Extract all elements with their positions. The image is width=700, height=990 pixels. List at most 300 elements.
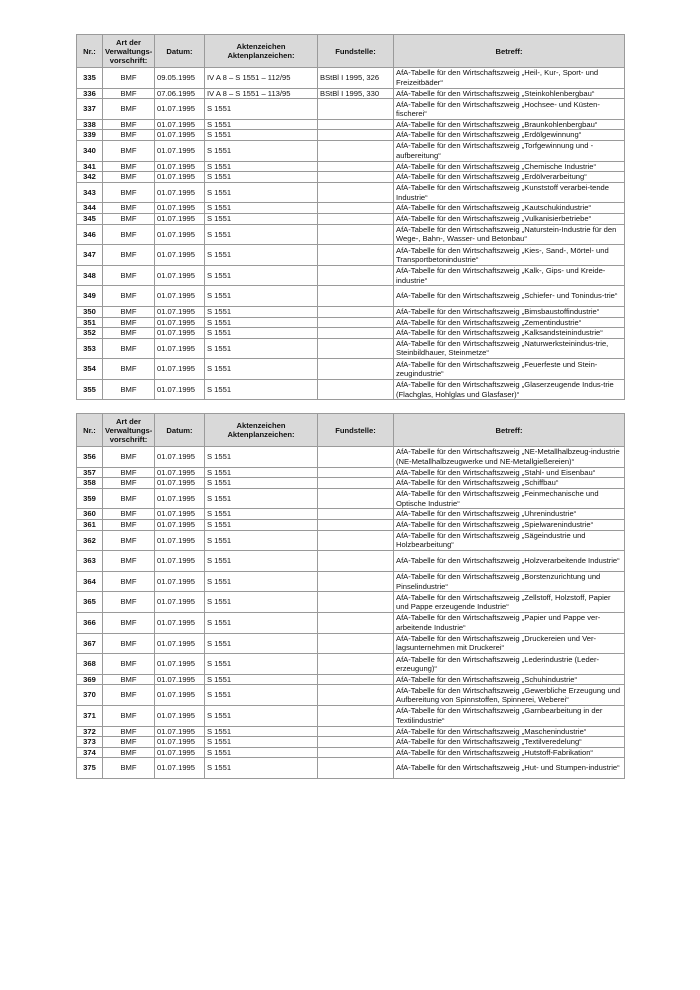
cell-datum: 01.07.1995: [155, 245, 205, 266]
column-header-art: Art der Verwaltungs-vorschrift:: [103, 35, 155, 68]
cell-akten: S 1551: [205, 633, 318, 654]
cell-datum: 01.07.1995: [155, 726, 205, 737]
cell-nr: 362: [77, 530, 103, 551]
cell-fund: [318, 551, 394, 572]
cell-art: BMF: [103, 633, 155, 654]
cell-datum: 01.07.1995: [155, 509, 205, 520]
column-header-art: Art der Verwaltungs-vorschrift:: [103, 414, 155, 447]
cell-akten: S 1551: [205, 654, 318, 675]
table-row: [77, 758, 625, 779]
cell-art: BMF: [103, 140, 155, 161]
cell-nr: 363: [77, 551, 103, 572]
cell-fund: [318, 317, 394, 328]
cell-nr: 365: [77, 592, 103, 613]
cell-datum: 01.07.1995: [155, 99, 205, 120]
table-row: [77, 306, 625, 317]
table-row: [77, 592, 625, 613]
cell-betreff: AfA-Tabelle für den Wirtschaftszweig „Naturwerksteinindus-trie, Steinbildhauer, Steinmetze“: [394, 338, 625, 359]
cell-nr: 346: [77, 224, 103, 245]
cell-fund: [318, 467, 394, 478]
cell-datum: 01.07.1995: [155, 161, 205, 172]
cell-betreff: AfA-Tabelle für den Wirtschaftszweig „Kalk-, Gips- und Kreide-industrie“: [394, 265, 625, 286]
cell-fund: [318, 172, 394, 183]
cell-betreff: AfA-Tabelle für den Wirtschaftszweig „Naturstein-Industrie für den Wege-, Bahn-, Wasser- und Betonbau“: [394, 224, 625, 245]
table-row: [77, 726, 625, 737]
cell-betreff: AfA-Tabelle für den Wirtschaftszweig „Garnbearbeitung in der Textilindustrie“: [394, 705, 625, 726]
cell-art: BMF: [103, 119, 155, 130]
cell-art: BMF: [103, 203, 155, 214]
cell-nr: 354: [77, 359, 103, 380]
cell-fund: [318, 530, 394, 551]
table-row: [77, 478, 625, 489]
cell-art: BMF: [103, 685, 155, 706]
cell-nr: 342: [77, 172, 103, 183]
table-row: [77, 509, 625, 520]
cell-nr: 343: [77, 182, 103, 203]
cell-datum: 01.07.1995: [155, 338, 205, 359]
cell-akten: S 1551: [205, 99, 318, 120]
cell-akten: S 1551: [205, 509, 318, 520]
cell-nr: 369: [77, 674, 103, 685]
cell-fund: [318, 130, 394, 141]
table-row: [77, 571, 625, 592]
cell-akten: S 1551: [205, 161, 318, 172]
cell-fund: BStBl I 1995, 326: [318, 68, 394, 89]
table-row: [77, 359, 625, 380]
cell-fund: [318, 519, 394, 530]
cell-akten: S 1551: [205, 130, 318, 141]
cell-datum: 01.07.1995: [155, 328, 205, 339]
column-header-fund: Fundstelle:: [318, 35, 394, 68]
table-row: [77, 338, 625, 359]
table-row: [77, 379, 625, 400]
cell-datum: 09.05.1995: [155, 68, 205, 89]
cell-datum: 01.07.1995: [155, 758, 205, 779]
table-row: [77, 447, 625, 468]
cell-art: BMF: [103, 88, 155, 99]
table-row: [77, 119, 625, 130]
cell-akten: S 1551: [205, 328, 318, 339]
cell-akten: S 1551: [205, 519, 318, 530]
cell-fund: [318, 338, 394, 359]
cell-nr: 373: [77, 737, 103, 748]
table-row: [77, 705, 625, 726]
cell-datum: 01.07.1995: [155, 119, 205, 130]
cell-art: BMF: [103, 467, 155, 478]
cell-nr: 345: [77, 213, 103, 224]
cell-datum: 01.07.1995: [155, 747, 205, 758]
cell-betreff: AfA-Tabelle für den Wirtschaftszweig „Druckereien und Ver-lagsunternehmen mit Druckerei“: [394, 633, 625, 654]
cell-akten: S 1551: [205, 758, 318, 779]
cell-fund: [318, 224, 394, 245]
cell-betreff: AfA-Tabelle für den Wirtschaftszweig „Vulkanisierbetriebe“: [394, 213, 625, 224]
cell-fund: [318, 633, 394, 654]
table-row: [77, 654, 625, 675]
cell-fund: [318, 509, 394, 520]
table-row: [77, 612, 625, 633]
cell-akten: S 1551: [205, 306, 318, 317]
cell-betreff: AfA-Tabelle für den Wirtschaftszweig „Papier und Pappe ver-arbeitende Industrie“: [394, 612, 625, 633]
table-row: [77, 747, 625, 758]
cell-fund: [318, 705, 394, 726]
regulation-table-2: [76, 413, 625, 779]
cell-betreff: AfA-Tabelle für den Wirtschaftszweig „Borstenzurichtung und Pinselindustrie“: [394, 571, 625, 592]
cell-akten: S 1551: [205, 265, 318, 286]
cell-akten: S 1551: [205, 317, 318, 328]
table-row: [77, 737, 625, 748]
table-row: [77, 685, 625, 706]
cell-betreff: AfA-Tabelle für den Wirtschaftszweig „Chemische Industrie“: [394, 161, 625, 172]
cell-fund: [318, 478, 394, 489]
cell-fund: [318, 747, 394, 758]
table-row: [77, 213, 625, 224]
cell-akten: S 1551: [205, 338, 318, 359]
cell-datum: 01.07.1995: [155, 685, 205, 706]
cell-betreff: AfA-Tabelle für den Wirtschaftszweig „Braunkohlenbergbau“: [394, 119, 625, 130]
cell-betreff: AfA-Tabelle für den Wirtschaftszweig „Zementindustrie“: [394, 317, 625, 328]
cell-akten: S 1551: [205, 530, 318, 551]
cell-datum: 01.07.1995: [155, 359, 205, 380]
cell-akten: S 1551: [205, 571, 318, 592]
cell-art: BMF: [103, 182, 155, 203]
cell-art: BMF: [103, 519, 155, 530]
table-row: [77, 203, 625, 214]
cell-datum: 01.07.1995: [155, 467, 205, 478]
cell-datum: 01.07.1995: [155, 592, 205, 613]
cell-art: BMF: [103, 317, 155, 328]
cell-akten: IV A 8 – S 1551 – 113/95: [205, 88, 318, 99]
cell-datum: 01.07.1995: [155, 182, 205, 203]
cell-art: BMF: [103, 224, 155, 245]
cell-art: BMF: [103, 478, 155, 489]
cell-betreff: AfA-Tabelle für den Wirtschaftszweig „Textilveredelung“: [394, 737, 625, 748]
table-row: [77, 488, 625, 509]
cell-betreff: AfA-Tabelle für den Wirtschaftszweig „Maschenindustrie“: [394, 726, 625, 737]
cell-betreff: AfA-Tabelle für den Wirtschaftszweig „Bimsbaustoffindustrie“: [394, 306, 625, 317]
column-header-fund: Fundstelle:: [318, 414, 394, 447]
cell-betreff: AfA-Tabelle für den Wirtschaftszweig „Zellstoff, Holzstoff, Papier und Pappe erzeugende Industrie“: [394, 592, 625, 613]
cell-betreff: AfA-Tabelle für den Wirtschaftszweig „Kautschukindustrie“: [394, 203, 625, 214]
cell-art: BMF: [103, 130, 155, 141]
table-row: [77, 530, 625, 551]
cell-datum: 01.07.1995: [155, 286, 205, 307]
cell-fund: [318, 213, 394, 224]
table-row: [77, 224, 625, 245]
cell-fund: [318, 245, 394, 266]
header-row: [77, 414, 625, 447]
cell-datum: 01.07.1995: [155, 737, 205, 748]
cell-nr: 374: [77, 747, 103, 758]
column-header-datum: Datum:: [155, 35, 205, 68]
cell-akten: S 1551: [205, 685, 318, 706]
cell-fund: [318, 726, 394, 737]
cell-betreff: AfA-Tabelle für den Wirtschaftszweig „Hut- und Stumpen-industrie“: [394, 758, 625, 779]
cell-nr: 347: [77, 245, 103, 266]
cell-nr: 350: [77, 306, 103, 317]
cell-nr: 339: [77, 130, 103, 141]
cell-akten: S 1551: [205, 213, 318, 224]
cell-nr: 341: [77, 161, 103, 172]
cell-nr: 364: [77, 571, 103, 592]
cell-akten: S 1551: [205, 224, 318, 245]
cell-datum: 01.07.1995: [155, 705, 205, 726]
cell-betreff: AfA-Tabelle für den Wirtschaftszweig „Feuerfeste und Stein-zeugindustrie“: [394, 359, 625, 380]
cell-datum: 01.07.1995: [155, 317, 205, 328]
cell-fund: [318, 265, 394, 286]
cell-betreff: AfA-Tabelle für den Wirtschaftszweig „Kies-, Sand-, Mörtel- und Transportbetonindustrie“: [394, 245, 625, 266]
cell-fund: [318, 161, 394, 172]
cell-nr: 335: [77, 68, 103, 89]
cell-akten: IV A 8 – S 1551 – 112/95: [205, 68, 318, 89]
cell-art: BMF: [103, 265, 155, 286]
cell-akten: S 1551: [205, 182, 318, 203]
cell-art: BMF: [103, 612, 155, 633]
cell-akten: S 1551: [205, 447, 318, 468]
table-row: [77, 99, 625, 120]
cell-nr: 371: [77, 705, 103, 726]
cell-art: BMF: [103, 747, 155, 758]
cell-betreff: AfA-Tabelle für den Wirtschaftszweig „Heil-, Kur-, Sport- und Freizeitbäder“: [394, 68, 625, 89]
cell-betreff: AfA-Tabelle für den Wirtschaftszweig „Holzverarbeitende Industrie“: [394, 551, 625, 572]
cell-betreff: AfA-Tabelle für den Wirtschaftszweig „Hochsee- und Küsten-fischerei“: [394, 99, 625, 120]
cell-akten: S 1551: [205, 551, 318, 572]
table-row: [77, 182, 625, 203]
cell-betreff: AfA-Tabelle für den Wirtschaftszweig „Feinmechanische und Optische Industrie“: [394, 488, 625, 509]
column-header-betreff: Betreff:: [394, 35, 625, 68]
cell-akten: S 1551: [205, 737, 318, 748]
cell-akten: S 1551: [205, 245, 318, 266]
cell-akten: S 1551: [205, 119, 318, 130]
cell-nr: 370: [77, 685, 103, 706]
cell-art: BMF: [103, 571, 155, 592]
table-row: [77, 317, 625, 328]
cell-datum: 01.07.1995: [155, 213, 205, 224]
cell-fund: [318, 286, 394, 307]
cell-betreff: AfA-Tabelle für den Wirtschaftszweig „Erdölgewinnung“: [394, 130, 625, 141]
cell-akten: S 1551: [205, 359, 318, 380]
cell-art: BMF: [103, 68, 155, 89]
cell-betreff: AfA-Tabelle für den Wirtschaftszweig „Stahl- und Eisenbau“: [394, 467, 625, 478]
table-row: [77, 161, 625, 172]
cell-art: BMF: [103, 509, 155, 520]
cell-akten: S 1551: [205, 488, 318, 509]
column-header-nr: Nr.:: [77, 35, 103, 68]
cell-akten: S 1551: [205, 286, 318, 307]
cell-fund: [318, 447, 394, 468]
table-row: [77, 68, 625, 89]
cell-akten: S 1551: [205, 379, 318, 400]
cell-nr: 356: [77, 447, 103, 468]
cell-datum: 01.07.1995: [155, 224, 205, 245]
cell-nr: 367: [77, 633, 103, 654]
cell-akten: S 1551: [205, 478, 318, 489]
cell-datum: 01.07.1995: [155, 519, 205, 530]
cell-nr: 366: [77, 612, 103, 633]
cell-datum: 07.06.1995: [155, 88, 205, 99]
cell-art: BMF: [103, 737, 155, 748]
cell-akten: S 1551: [205, 674, 318, 685]
cell-datum: 01.07.1995: [155, 379, 205, 400]
cell-betreff: AfA-Tabelle für den Wirtschaftszweig „Steinkohlenbergbau“: [394, 88, 625, 99]
cell-datum: 01.07.1995: [155, 654, 205, 675]
cell-datum: 01.07.1995: [155, 130, 205, 141]
table-row: [77, 467, 625, 478]
table-row: [77, 88, 625, 99]
cell-fund: [318, 685, 394, 706]
cell-art: BMF: [103, 172, 155, 183]
cell-datum: 01.07.1995: [155, 530, 205, 551]
cell-nr: 349: [77, 286, 103, 307]
cell-betreff: AfA-Tabelle für den Wirtschaftszweig „Hutstoff-Fabrikation“: [394, 747, 625, 758]
table-row: [77, 551, 625, 572]
cell-fund: [318, 203, 394, 214]
cell-fund: [318, 612, 394, 633]
cell-art: BMF: [103, 530, 155, 551]
cell-betreff: AfA-Tabelle für den Wirtschaftszweig „Sägeindustrie und Holzbearbeitung“: [394, 530, 625, 551]
cell-datum: 01.07.1995: [155, 612, 205, 633]
column-header-akten: Aktenzeichen Aktenplanzeichen:: [205, 35, 318, 68]
table-row: [77, 265, 625, 286]
cell-fund: [318, 119, 394, 130]
table-row: [77, 245, 625, 266]
cell-art: BMF: [103, 286, 155, 307]
cell-art: BMF: [103, 338, 155, 359]
cell-datum: 01.07.1995: [155, 674, 205, 685]
cell-betreff: AfA-Tabelle für den Wirtschaftszweig „Spielwarenindustrie“: [394, 519, 625, 530]
cell-datum: 01.07.1995: [155, 172, 205, 183]
cell-art: BMF: [103, 674, 155, 685]
cell-art: BMF: [103, 245, 155, 266]
cell-akten: S 1551: [205, 172, 318, 183]
cell-datum: 01.07.1995: [155, 488, 205, 509]
cell-akten: S 1551: [205, 467, 318, 478]
table-row: [77, 633, 625, 654]
cell-nr: 375: [77, 758, 103, 779]
cell-nr: 360: [77, 509, 103, 520]
cell-betreff: AfA-Tabelle für den Wirtschaftszweig „Schiffbau“: [394, 478, 625, 489]
cell-nr: 337: [77, 99, 103, 120]
cell-datum: 01.07.1995: [155, 447, 205, 468]
cell-betreff: AfA-Tabelle für den Wirtschaftszweig „NE-Metallhalbzeug-industrie (NE-Metallhalbzeugwerke und NE-Metallgießereien)“: [394, 447, 625, 468]
cell-datum: 01.07.1995: [155, 571, 205, 592]
column-header-nr: Nr.:: [77, 414, 103, 447]
cell-datum: 01.07.1995: [155, 203, 205, 214]
cell-art: BMF: [103, 447, 155, 468]
cell-nr: 336: [77, 88, 103, 99]
cell-nr: 351: [77, 317, 103, 328]
cell-akten: S 1551: [205, 203, 318, 214]
cell-art: BMF: [103, 306, 155, 317]
cell-fund: [318, 654, 394, 675]
cell-nr: 355: [77, 379, 103, 400]
cell-fund: [318, 379, 394, 400]
cell-fund: [318, 674, 394, 685]
table-row: [77, 674, 625, 685]
cell-betreff: AfA-Tabelle für den Wirtschaftszweig „Uhrenindustrie“: [394, 509, 625, 520]
cell-art: BMF: [103, 592, 155, 613]
cell-akten: S 1551: [205, 592, 318, 613]
cell-akten: S 1551: [205, 747, 318, 758]
cell-betreff: AfA-Tabelle für den Wirtschaftszweig „Erdölverarbeitung“: [394, 172, 625, 183]
cell-art: BMF: [103, 705, 155, 726]
cell-nr: 372: [77, 726, 103, 737]
cell-betreff: AfA-Tabelle für den Wirtschaftszweig „Gewerbliche Erzeugung und Aufbereitung von Spinnstoffen, Spinnerei, Weberei“: [394, 685, 625, 706]
cell-nr: 368: [77, 654, 103, 675]
table-row: [77, 519, 625, 530]
cell-akten: S 1551: [205, 705, 318, 726]
table-row: [77, 286, 625, 307]
cell-nr: 338: [77, 119, 103, 130]
cell-datum: 01.07.1995: [155, 265, 205, 286]
cell-fund: [318, 306, 394, 317]
cell-art: BMF: [103, 328, 155, 339]
cell-fund: [318, 359, 394, 380]
cell-nr: 358: [77, 478, 103, 489]
cell-akten: S 1551: [205, 612, 318, 633]
cell-art: BMF: [103, 488, 155, 509]
cell-betreff: AfA-Tabelle für den Wirtschaftszweig „Schuhindustrie“: [394, 674, 625, 685]
cell-nr: 340: [77, 140, 103, 161]
cell-datum: 01.07.1995: [155, 478, 205, 489]
cell-fund: [318, 99, 394, 120]
cell-datum: 01.07.1995: [155, 633, 205, 654]
cell-datum: 01.07.1995: [155, 306, 205, 317]
cell-nr: 352: [77, 328, 103, 339]
cell-fund: [318, 488, 394, 509]
table-row: [77, 172, 625, 183]
cell-nr: 359: [77, 488, 103, 509]
table-row: [77, 130, 625, 141]
cell-fund: [318, 758, 394, 779]
table-row: [77, 328, 625, 339]
column-header-betreff: Betreff:: [394, 414, 625, 447]
column-header-datum: Datum:: [155, 414, 205, 447]
cell-betreff: AfA-Tabelle für den Wirtschaftszweig „Kunststoff verarbei-tende Industrie“: [394, 182, 625, 203]
cell-nr: 357: [77, 467, 103, 478]
cell-betreff: AfA-Tabelle für den Wirtschaftszweig „Schiefer- und Tonindus-trie“: [394, 286, 625, 307]
cell-datum: 01.07.1995: [155, 551, 205, 572]
cell-betreff: AfA-Tabelle für den Wirtschaftszweig „Kalksandsteinindustrie“: [394, 328, 625, 339]
cell-fund: BStBl I 1995, 330: [318, 88, 394, 99]
cell-betreff: AfA-Tabelle für den Wirtschaftszweig „Torfgewinnung und -aufbereitung“: [394, 140, 625, 161]
column-header-akten: Aktenzeichen Aktenplanzeichen:: [205, 414, 318, 447]
cell-art: BMF: [103, 213, 155, 224]
cell-fund: [318, 140, 394, 161]
cell-betreff: AfA-Tabelle für den Wirtschaftszweig „Glaserzeugende Indus-trie (Flachglas, Hohlglas und Glasfaser)“: [394, 379, 625, 400]
cell-nr: 353: [77, 338, 103, 359]
cell-art: BMF: [103, 359, 155, 380]
table-row: [77, 140, 625, 161]
cell-akten: S 1551: [205, 726, 318, 737]
header-row: [77, 35, 625, 68]
cell-akten: S 1551: [205, 140, 318, 161]
cell-fund: [318, 737, 394, 748]
cell-art: BMF: [103, 726, 155, 737]
cell-datum: 01.07.1995: [155, 140, 205, 161]
cell-fund: [318, 571, 394, 592]
cell-betreff: AfA-Tabelle für den Wirtschaftszweig „Lederindustrie (Leder-erzeugung)“: [394, 654, 625, 675]
cell-art: BMF: [103, 161, 155, 172]
cell-art: BMF: [103, 99, 155, 120]
cell-nr: 361: [77, 519, 103, 530]
regulation-table-1: [76, 34, 625, 400]
cell-nr: 348: [77, 265, 103, 286]
cell-art: BMF: [103, 551, 155, 572]
cell-fund: [318, 182, 394, 203]
cell-fund: [318, 328, 394, 339]
cell-art: BMF: [103, 758, 155, 779]
cell-nr: 344: [77, 203, 103, 214]
